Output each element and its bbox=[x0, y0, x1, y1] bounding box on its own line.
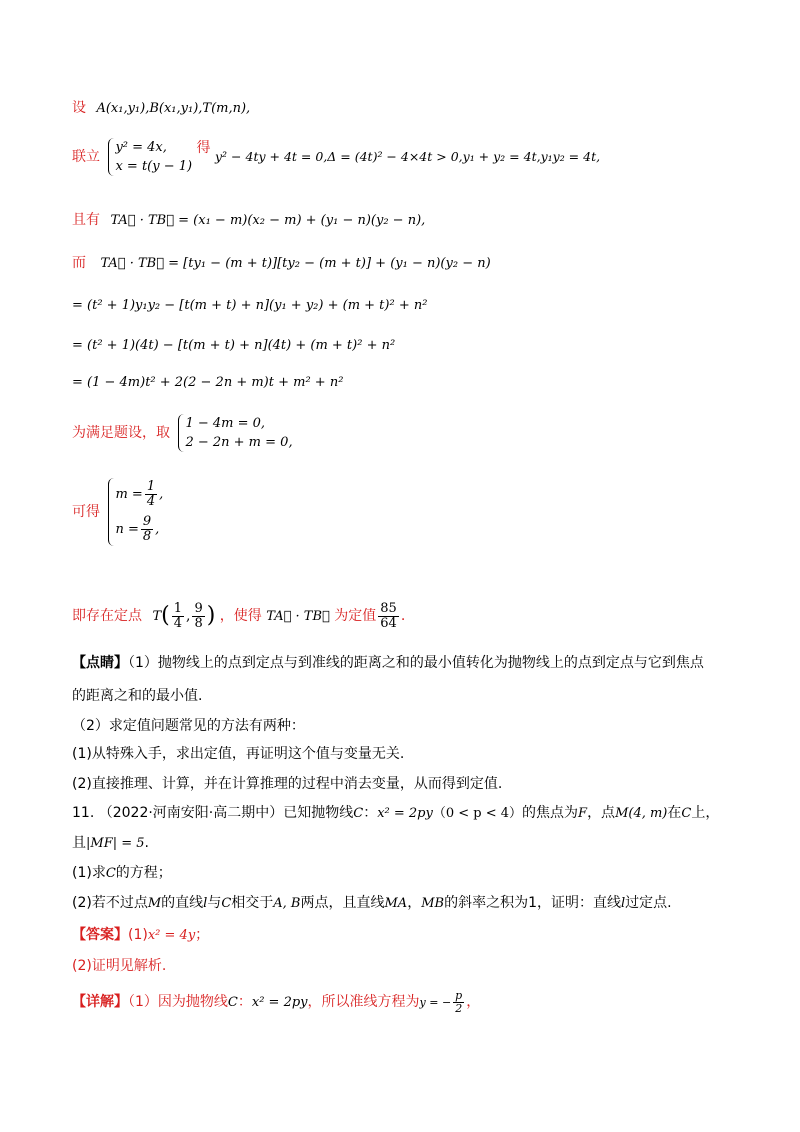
point-T: T bbox=[152, 609, 162, 624]
text: 且有 bbox=[72, 212, 100, 228]
math: l bbox=[621, 896, 626, 911]
math: C bbox=[105, 866, 116, 881]
math: TA⃗ · TB⃗ bbox=[266, 609, 330, 624]
line-expansion-1 bbox=[72, 295, 740, 316]
fraction bbox=[145, 480, 157, 509]
text: 可得 bbox=[72, 504, 100, 520]
fraction bbox=[141, 515, 153, 544]
math: A, B bbox=[273, 896, 301, 911]
math: y = − bbox=[419, 996, 452, 1009]
lhs: n = bbox=[115, 522, 139, 537]
den: 8 bbox=[142, 529, 152, 544]
text: (2)证明见解析. bbox=[72, 958, 167, 974]
math: |MF| = 5 bbox=[86, 836, 145, 851]
math: x² = 2py bbox=[251, 995, 308, 1010]
math: TA⃗ · TB⃗ = (x₁ − m)(x₂ − m) + (y₁ − n)(y₂ − n), bbox=[110, 213, 426, 228]
section-label: 【点睛】 bbox=[72, 655, 128, 671]
text: 两点，且直线 bbox=[300, 895, 385, 911]
fraction bbox=[172, 602, 184, 631]
line-solution bbox=[72, 478, 740, 546]
text: 且 bbox=[72, 835, 86, 851]
num: p bbox=[455, 988, 463, 1002]
math: （0 < p < 4） bbox=[432, 806, 523, 821]
num: 9 bbox=[194, 600, 203, 616]
fraction bbox=[453, 990, 464, 1015]
math: = (t² + 1)y₁y₂ − [t(m + t) + n](y₁ + y₂) + (m + t)² + n² bbox=[72, 298, 428, 313]
solution-system: m = $\frac{1}{4}$ , n = $\frac{9}{8}$ , bbox=[108, 478, 163, 546]
den: 64 bbox=[380, 615, 397, 631]
eq: y² = 4x, bbox=[115, 140, 167, 155]
text: 得 bbox=[196, 140, 211, 156]
line-expansion-2 bbox=[72, 335, 740, 356]
problem-11-line-2 bbox=[72, 833, 740, 854]
eq: x = t(y − 1) bbox=[115, 159, 193, 174]
num: 1 bbox=[173, 600, 182, 616]
text: 的焦点为 bbox=[522, 805, 579, 821]
num: 85 bbox=[380, 600, 397, 616]
text: 为满足题设，取 bbox=[72, 425, 170, 441]
num: 9 bbox=[142, 514, 152, 529]
detail-line-1 bbox=[72, 988, 740, 1017]
text: 即存在定点 bbox=[72, 608, 142, 624]
section-label: 【答案】 bbox=[72, 927, 128, 943]
math: F bbox=[578, 806, 588, 821]
lhs: m = bbox=[115, 487, 143, 502]
den: 8 bbox=[194, 615, 203, 631]
answer-line-2 bbox=[72, 956, 740, 976]
text: 而 bbox=[72, 255, 86, 271]
math: A(x₁,y₁),B(x₁,y₁),T(m,n), bbox=[96, 101, 251, 116]
text: 在 bbox=[667, 805, 682, 821]
problem-11-q1 bbox=[72, 863, 740, 884]
line-set-points bbox=[72, 98, 740, 119]
math: = (1 − 4m)t² + 2(2 − 2n + m)t + m² + n² bbox=[72, 375, 344, 390]
text: 设 bbox=[72, 100, 86, 116]
math: TA⃗ · TB⃗ = [ty₁ − (m + t)][ty₂ − (m + t)] + (y₁ − n)(y₂ − n) bbox=[100, 256, 491, 271]
problem-number: 11. bbox=[72, 805, 95, 821]
math: MA bbox=[384, 896, 408, 911]
text: . bbox=[144, 835, 149, 851]
text: ，所以准线方程为 bbox=[307, 994, 420, 1010]
text: 上， bbox=[691, 805, 720, 821]
text: (1) bbox=[128, 927, 148, 943]
dianjing-line-2 bbox=[72, 686, 740, 706]
eq: 1 − 4m = 0, bbox=[185, 416, 266, 431]
answer-line-1 bbox=[72, 925, 740, 946]
problem-11-line-1 bbox=[72, 803, 740, 824]
text: 的方程； bbox=[115, 865, 172, 881]
math: x² = 4y bbox=[147, 928, 196, 943]
text: 的距离之和的最小值. bbox=[72, 688, 203, 704]
text: . bbox=[400, 608, 406, 624]
line-condition bbox=[72, 414, 740, 452]
eq: 2 − 2n + m = 0, bbox=[185, 435, 293, 450]
dianjing-line-3 bbox=[72, 716, 740, 736]
text: 的斜率之积为1，证明：直线 bbox=[444, 895, 621, 911]
math: x² = 2py bbox=[377, 806, 433, 821]
text: 过定点. bbox=[625, 895, 672, 911]
dianjing-line-5 bbox=[72, 774, 740, 794]
math: l bbox=[203, 896, 208, 911]
text: （2）求定值问题常见的方法有两种： bbox=[72, 718, 305, 734]
text: (1)从特殊入手，求出定值，再证明这个值与变量无关. bbox=[72, 746, 405, 762]
text: ： bbox=[237, 994, 252, 1010]
problem-11-q2 bbox=[72, 893, 740, 914]
dianjing-line-1 bbox=[72, 653, 740, 673]
equation-system bbox=[178, 414, 292, 452]
text: (1)求 bbox=[72, 865, 106, 881]
text: ，点 bbox=[587, 805, 616, 821]
equation-system bbox=[108, 138, 192, 176]
math: C bbox=[353, 806, 364, 821]
den: 4 bbox=[146, 494, 156, 509]
line-dot-product-def bbox=[72, 210, 740, 231]
text: ，使得 bbox=[219, 608, 262, 624]
line-dot-product bbox=[72, 253, 740, 274]
math: C bbox=[221, 896, 232, 911]
text: （1）因为抛物线 bbox=[128, 994, 228, 1010]
text: 相交于 bbox=[231, 895, 274, 911]
text: ， bbox=[466, 994, 481, 1010]
section-label: 【详解】 bbox=[72, 994, 128, 1010]
fraction bbox=[192, 602, 204, 631]
line-conclusion: 即存在定点 T( $\frac{1}{4}$ , $\frac{9}{8}$ ) ，使得 TA⃗ · TB⃗ 为定值 $\frac{85}{64}$ . bbox=[72, 600, 406, 631]
text: ， bbox=[407, 895, 422, 911]
text: 联立 bbox=[72, 149, 100, 165]
den: 4 bbox=[173, 615, 182, 631]
fraction bbox=[378, 602, 399, 631]
line-expansion-3 bbox=[72, 372, 740, 393]
math: y² − 4ty + 4t = 0,Δ = (4t)² − 4×4t > 0,y₁ + y₂ = 4t,y₁y₂ = 4t, bbox=[215, 149, 601, 164]
text: （2022·河南安阳·高二期中）已知抛物线 bbox=[98, 805, 354, 821]
text: ： bbox=[363, 805, 378, 821]
math: M(4, m) bbox=[615, 806, 668, 821]
math: C bbox=[681, 806, 692, 821]
math: MB bbox=[421, 896, 445, 911]
dianjing-line-4 bbox=[72, 744, 740, 764]
math: M bbox=[147, 896, 162, 911]
num: 1 bbox=[146, 479, 156, 494]
text: 为定值 bbox=[334, 608, 377, 624]
math: = (t² + 1)(4t) − [t(m + t) + n](4t) + (m + t)² + n² bbox=[72, 338, 396, 353]
math: C bbox=[227, 995, 238, 1010]
text: (2)直接推理、计算，并在计算推理的过程中消去变量，从而得到定值. bbox=[72, 776, 503, 792]
text: (2)若不过点 bbox=[72, 895, 148, 911]
text: （1）抛物线上的点到定点与到准线的距离之和的最小值转化为抛物线上的点到定点与它到焦点 bbox=[128, 655, 704, 671]
text: ； bbox=[195, 927, 210, 943]
text: 与 bbox=[207, 895, 222, 911]
den: 2 bbox=[455, 1001, 463, 1015]
text: 的直线 bbox=[161, 895, 204, 911]
line-system bbox=[72, 138, 740, 176]
